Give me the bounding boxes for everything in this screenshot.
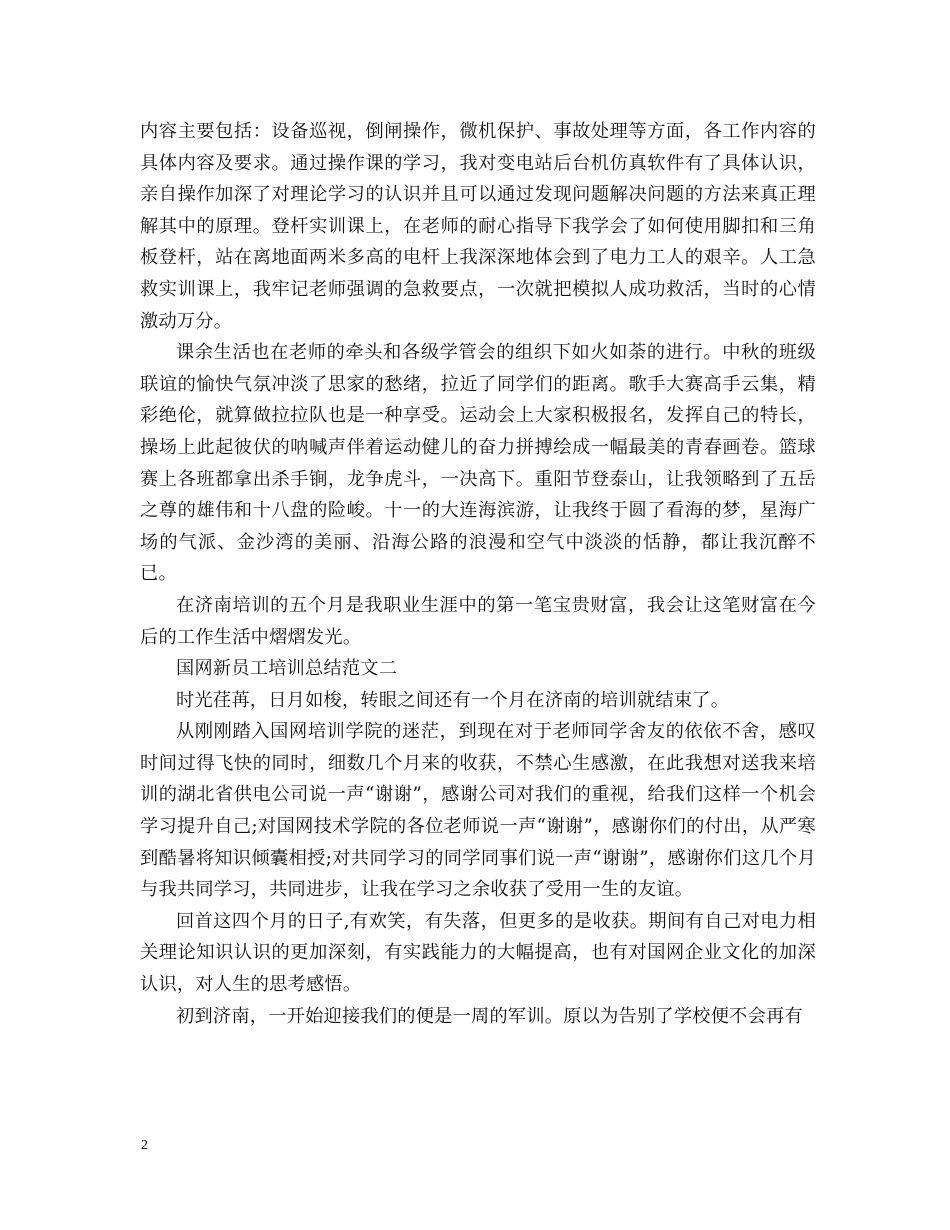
page-number: 2 [141,1138,148,1153]
paragraph-4: 时光荏苒，日月如梭，转眼之间还有一个月在济南的培训就结束了。 [176,689,730,711]
section-heading: 国网新员工培训总结范文二 [176,658,398,680]
document-body [140,116,816,1032]
paragraph-7: 初到济南，一开始迎接我们的便是一周的军训。原以为告别了学校便不会再有 [176,1005,803,1027]
paragraph-5: 从刚刚踏入国网培训学院的迷茫，到现在对于老师同学舍友的依依不舍，感叹时间过得飞快的同时，细数几个月来的收获，不禁心生感激，在此我想对送我来培训的湖北省供电公司说一声“谢谢”，感谢公司对我们的重视，给我们这样一个机会学习提升自己;对国网技术学院的各位老师说一声“谢谢”，感谢你们的付出，从严寒到酷暑将知识倾囊相授;对共同学习的同学同事们说一声“谢谢”，感谢你们这几个月与我共同学习，共同进步，让我在学习之余收获了受用一生的友谊。 [140,721,816,901]
paragraph-1: 内容主要包括：设备巡视，倒闸操作，微机保护、事故处理等方面，各工作内容的具体内容及要求。通过操作课的学习，我对变电站后台机仿真软件有了具体认识，亲自操作加深了对理论学习的认识并且可以通过发现问题解决问题的方法来真正理解其中的原理。登杆实训课上，在老师的耐心指导下我学会了如何使用脚扣和三角板登杆，站在离地面两米多高的电杆上我深深地体会到了电力工人的艰辛。人工急救实训课上，我牢记老师强调的急救要点，一次就把模拟人成功救活，当时的心情激动万分。 [140,121,816,332]
paragraph-3: 在济南培训的五个月是我职业生涯中的第一笔宝贵财富，我会让这笔财富在今后的工作生活中熠熠发光。 [140,594,816,648]
paragraph-6: 回首这四个月的日子,有欢笑，有失落，但更多的是收获。期间有自己对电力相关理论知识认识的更加深刻，有实践能力的大幅提高，也有对国网企业文化的加深认识，对人生的思考感悟。 [140,910,816,996]
paragraph-2: 课余生活也在老师的牵头和各级学管会的组织下如火如荼的进行。中秋的班级联谊的愉快气氛冲淡了思家的愁绪，拉近了同学们的距离。歌手大赛高手云集，精彩绝伦，就算做拉拉队也是一种享受。运动会上大家积极报名，发挥自己的特长，操场上此起彼伏的呐喊声伴着运动健儿的奋力拼搏绘成一幅最美的青春画卷。篮球赛上各班都拿出杀手锏，龙争虎斗，一决高下。重阳节登泰山，让我领略到了五岳之尊的雄伟和十八盘的险峻。十一的大连海滨游，让我终于圆了看海的梦，星海广场的气派、金沙湾的美丽、沿海公路的浪漫和空气中淡淡的恬静，都让我沉醉不已。 [140,342,816,585]
